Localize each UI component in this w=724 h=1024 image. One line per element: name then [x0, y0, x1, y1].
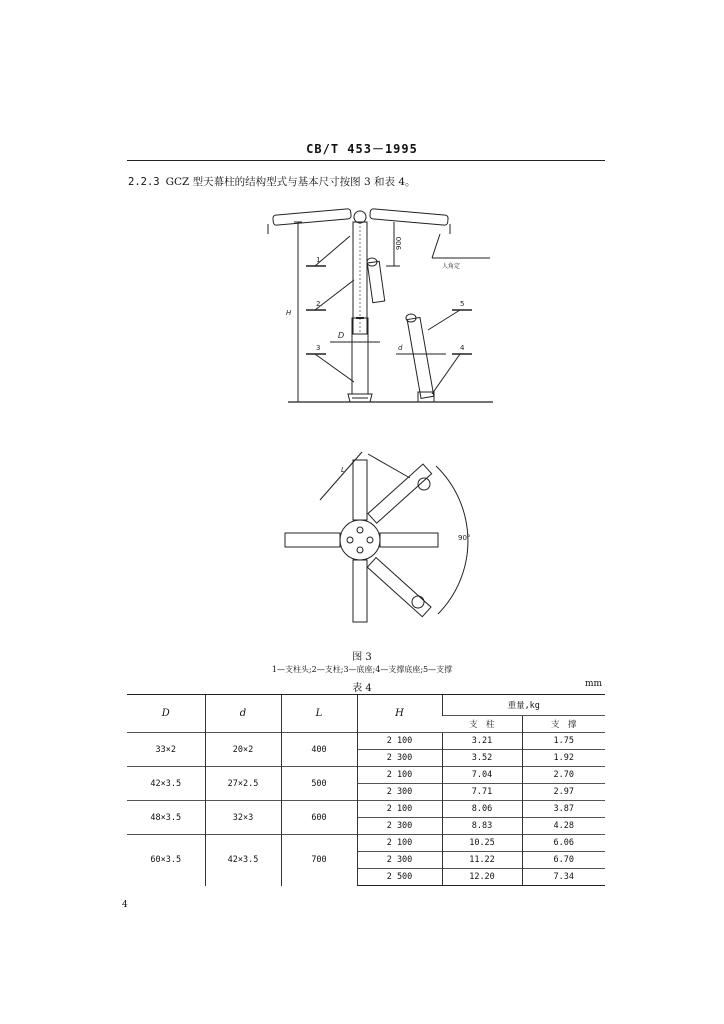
plan-arm-up	[353, 460, 367, 520]
cell-post-mass: 11.22	[442, 852, 522, 869]
cell-H: 2 100	[357, 733, 442, 750]
cell-d: 20×2	[205, 733, 281, 767]
header-post: 支 柱	[442, 716, 522, 733]
label-3: 3	[316, 344, 321, 352]
cell-H: 2 300	[357, 750, 442, 767]
leader-2	[315, 280, 354, 310]
label-5: 5	[460, 300, 465, 308]
label-2: 2	[316, 300, 321, 308]
cell-brace-mass: 4.28	[522, 818, 605, 835]
clause-number: 2.2.3	[128, 176, 160, 188]
standard-code: CB/T 453－1995	[306, 142, 418, 156]
post-head	[354, 211, 366, 223]
cell-H: 2 100	[357, 835, 442, 852]
figure-caption: 图 3	[352, 652, 372, 663]
cell-brace-mass: 1.92	[522, 750, 605, 767]
cell-L: 600	[281, 801, 357, 835]
cell-d: 42×3.5	[205, 835, 281, 886]
cell-H: 2 300	[357, 818, 442, 835]
label-4: 4	[460, 344, 465, 352]
cell-brace-mass: 6.70	[522, 852, 605, 869]
label-detail-note: 人角定	[442, 263, 461, 270]
cell-D: 42×3.5	[127, 767, 205, 801]
cell-post-mass: 7.04	[442, 767, 522, 784]
label-dim-900: 900	[395, 236, 403, 250]
cell-brace-mass: 1.75	[522, 733, 605, 750]
cell-post-mass: 7.71	[442, 784, 522, 801]
header-d: d	[205, 695, 281, 733]
cell-brace-mass: 7.34	[522, 869, 605, 886]
leader-5	[428, 310, 460, 330]
page-number: 4	[122, 900, 128, 910]
cell-post-mass: 12.20	[442, 869, 522, 886]
cell-H: 2 300	[357, 852, 442, 869]
cell-L: 700	[281, 835, 357, 886]
elevation-view	[268, 209, 493, 402]
table-caption: 表 4	[352, 683, 372, 694]
leader-3	[315, 354, 354, 382]
cell-H: 2 100	[357, 767, 442, 784]
plan-arm-right	[380, 533, 438, 547]
plan-brace-upper	[368, 464, 432, 523]
spec-table	[127, 694, 605, 886]
header-H: H	[357, 695, 442, 733]
cell-L: 400	[281, 733, 357, 767]
cell-post-mass: 3.21	[442, 733, 522, 750]
cell-brace-mass: 2.97	[522, 784, 605, 801]
plan-arm-down	[353, 560, 367, 622]
cell-H: 2 500	[357, 869, 442, 886]
label-angle: 90°	[458, 534, 471, 542]
cell-post-mass: 8.06	[442, 801, 522, 818]
brace-hanging	[367, 261, 384, 302]
label-dim-D: D	[338, 331, 345, 340]
arm-right	[370, 209, 449, 226]
cell-H: 2 300	[357, 784, 442, 801]
post-lower	[352, 318, 368, 394]
figure-legend: 1—支柱头;2—支柱;3—底座;4—支撑底座;5—支撑	[271, 665, 453, 674]
header-mass: 重量,kg	[442, 695, 605, 716]
brace-standalone	[407, 317, 434, 398]
cell-D: 48×3.5	[127, 801, 205, 835]
label-dim-h: H	[286, 309, 292, 317]
arm-left	[273, 209, 352, 226]
table-row	[127, 835, 605, 852]
plan-view	[285, 452, 470, 622]
cell-brace-mass: 3.87	[522, 801, 605, 818]
plan-dim-L	[320, 452, 362, 500]
cell-brace-mass: 2.70	[522, 767, 605, 784]
table-row	[127, 767, 605, 784]
cell-D: 60×3.5	[127, 835, 205, 886]
plan-hub	[340, 520, 380, 560]
label-dim-d: d	[398, 344, 403, 352]
header-brace: 支 撑	[522, 716, 605, 733]
table-row	[127, 801, 605, 818]
cell-post-mass: 8.83	[442, 818, 522, 835]
header-D: D	[127, 695, 205, 733]
label-dim-L: L	[341, 466, 345, 474]
cell-post-mass: 3.52	[442, 750, 522, 767]
label-1: 1	[316, 256, 321, 264]
table-unit: mm	[585, 679, 603, 689]
cell-d: 32×3	[205, 801, 281, 835]
cell-L: 500	[281, 767, 357, 801]
plan-brace-lower	[367, 558, 431, 617]
cell-D: 33×2	[127, 733, 205, 767]
plan-arm-left	[285, 533, 340, 547]
cell-d: 27×2.5	[205, 767, 281, 801]
header-L: L	[281, 695, 357, 733]
cell-H: 2 100	[357, 801, 442, 818]
table-row	[127, 733, 605, 750]
cell-post-mass: 10.25	[442, 835, 522, 852]
leader-4	[432, 354, 460, 394]
clause-text: GCZ 型天幕柱的结构型式与基本尺寸按图 3 和表 4。	[165, 176, 416, 188]
cell-brace-mass: 6.06	[522, 835, 605, 852]
